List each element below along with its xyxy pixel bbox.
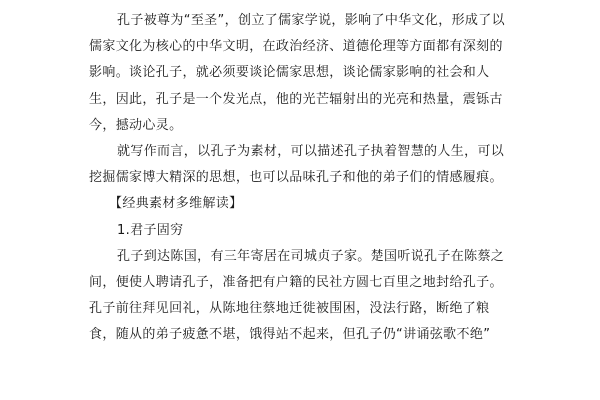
paragraph-line: 孔子到达陈国，有三年寄居在司城贞子家。楚国听说孔子在陈蔡之 xyxy=(117,248,505,264)
paragraph-line: 间，便使人聘请孔子，准备把有户籍的民社方圆七百里之地封给孔子。 xyxy=(89,274,503,290)
paragraph-line: 孔子被尊为“至圣”，创立了儒家学说，影响了中华文化，形成了以 xyxy=(117,13,505,28)
paragraph-line: 影响。谈论孔子，就必须要谈论儒家思想，谈论儒家影响的社会和人 xyxy=(89,65,490,81)
paragraph-line: 就写作而言，以孔子为素材，可以描述孔子执着智慧的人生，可以 xyxy=(117,143,505,159)
document-body xyxy=(89,8,519,348)
paragraph-line: 挖掘儒家博大精深的思想，也可以品味孔子和他的弟子们的情感履痕。 xyxy=(89,170,503,186)
paragraph-line: 孔子前往拜见回礼，从陈地往蔡地迁徙被围困，没法行路，断绝了粮 xyxy=(89,301,490,317)
paragraph-line: 食，随从的弟子疲惫不堪，饿得站不起来，但孔子仍“讲诵弦歌不绝” xyxy=(89,327,491,343)
subsection-title: 1.君子固穷 xyxy=(117,222,184,238)
paragraph-line: 儒家文化为核心的中华文明，在政治经济、道德伦理等方面都有深刻的 xyxy=(89,39,503,55)
paragraph-line: 生，因此，孔子是一个发光点，他的光芒辐射出的光亮和热量，震铄古 xyxy=(89,91,503,107)
paragraph-line: 今，撼动心灵。 xyxy=(89,117,183,133)
section-heading: 【经典素材多维解读】 xyxy=(109,196,243,212)
